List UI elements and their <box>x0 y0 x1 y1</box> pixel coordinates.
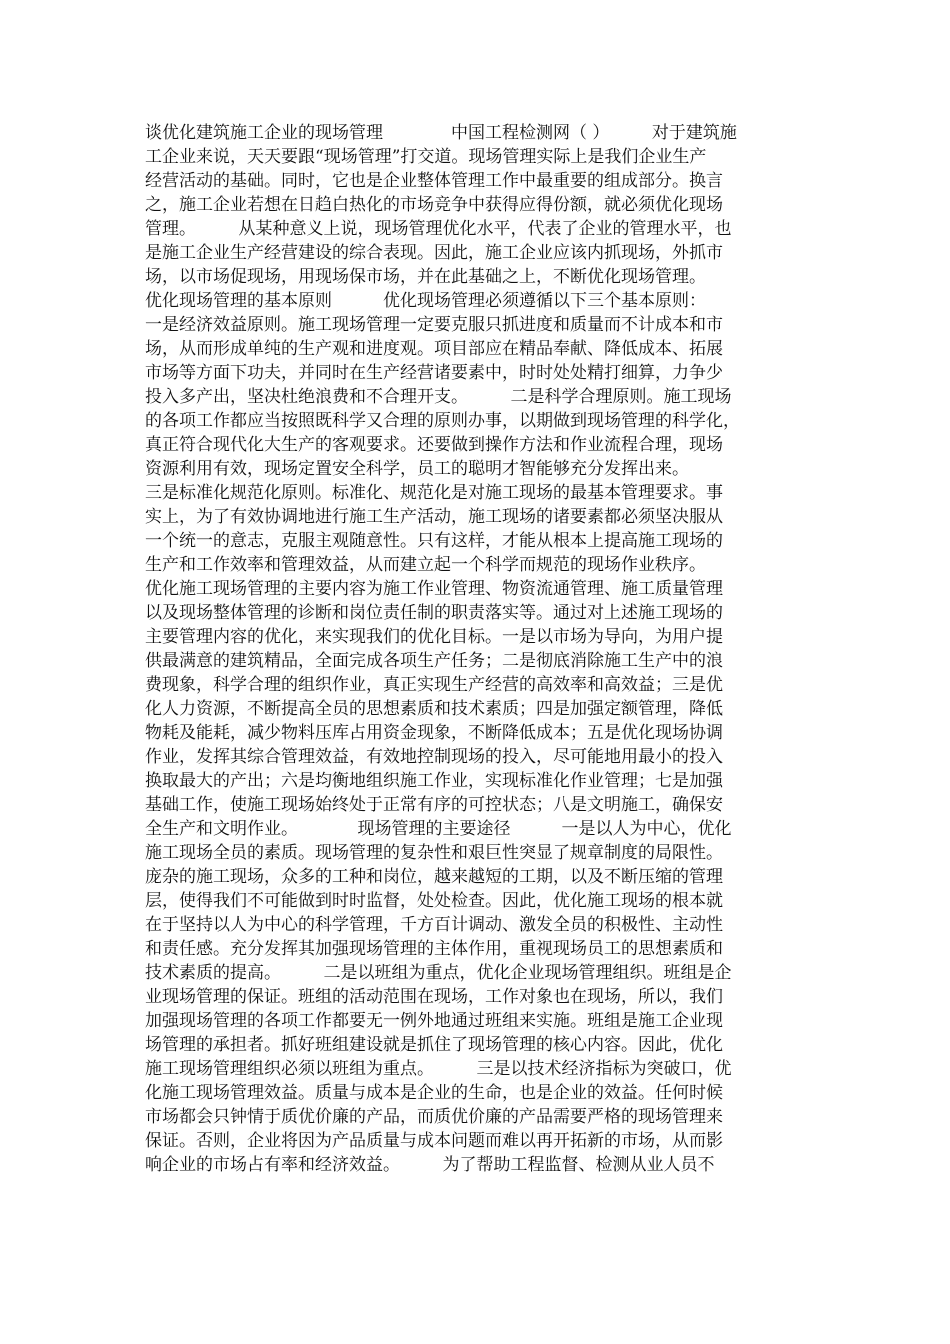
text-line: 层，使得我们不可能做到时时监督，处处检查。因此，优化施工现场的根本就 <box>145 891 723 911</box>
text-line: 真正符合现代化大生产的客观要求。还要做到操作方法和作业流程合理，现场 <box>145 435 723 455</box>
text-line: 响企业的市场占有率和经济效益。 为了帮助工程监督、检测从业人员不 <box>145 1155 715 1175</box>
text-line: 在于坚持以人为中心的科学管理，千方百计调动、激发全员的积极性、主动性 <box>145 915 723 935</box>
text-line: 投入多产出，坚决杜绝浪费和不合理开支。 二是科学合理原则。施工现场 <box>145 387 732 407</box>
text-line: 市场等方面下功夫，并同时在生产经营诸要素中，时时处处精打细算，力争少 <box>145 363 723 383</box>
text-line: 工企业来说，天天要跟“现场管理”打交道。现场管理实际上是我们企业生产 <box>145 147 707 167</box>
text-line: 场，以市场促现场，用现场保市场，并在此基础之上，不断优化现场管理。 <box>145 267 706 287</box>
text-line: 资源利用有效，现场定置安全科学，员工的聪明才智能够充分发挥出来。 <box>145 459 689 479</box>
text-line: 以及现场整体管理的诊断和岗位责任制的职责落实等。通过对上述施工现场的 <box>145 603 723 623</box>
text-line: 管理。 从某种意义上说，现场管理优化水平，代表了企业的管理水平，也 <box>145 219 732 239</box>
text-line: 市场都会只钟情于质优价廉的产品，而质优价廉的产品需要严格的现场管理来 <box>145 1107 723 1127</box>
article-body <box>145 121 820 1177</box>
text-line: 物耗及能耗，减少物料压库占用资金现象，不断降低成本；五是优化现场协调 <box>145 723 723 743</box>
text-line: 一是经济效益原则。施工现场管理一定要克服只抓进度和质量而不计成本和市 <box>145 315 723 335</box>
text-line: 一个统一的意志，克服主观随意性。只有这样，才能从根本上提高施工现场的 <box>145 531 723 551</box>
text-line: 经营活动的基础。同时，它也是企业整体管理工作中最重要的组成部分。换言 <box>145 171 723 191</box>
text-line: 场，从而形成单纯的生产观和进度观。项目部应在精品奉献、降低成本、拓展 <box>145 339 723 359</box>
text-line: 谈优化建筑施工企业的现场管理 中国工程检测网（ ） 对于建筑施 <box>145 123 737 143</box>
text-line: 全生产和文明作业。 现场管理的主要途径 一是以人为中心，优化 <box>145 819 732 839</box>
text-line: 保证。否则，企业将因为产品质量与成本问题而难以再开拓新的市场，从而影 <box>145 1131 723 1151</box>
text-line: 场管理的承担者。抓好班组建设就是抓住了现场管理的核心内容。因此，优化 <box>145 1035 723 1055</box>
text-line: 化人力资源，不断提高全员的思想素质和技术素质；四是加强定额管理，降低 <box>145 699 723 719</box>
text-line: 费现象，科学合理的组织作业，真正实现生产经营的高效率和高效益；三是优 <box>145 675 723 695</box>
text-line: 生产和工作效率和管理效益，从而建立起一个科学而规范的现场作业秩序。 <box>145 555 706 575</box>
text-line: 业现场管理的保证。班组的活动范围在现场，工作对象也在现场，所以，我们 <box>145 987 723 1007</box>
text-line: 换取最大的产出；六是均衡地组织施工作业，实现标准化作业管理；七是加强 <box>145 771 723 791</box>
text-line: 和责任感。充分发挥其加强现场管理的主体作用，重视现场员工的思想素质和 <box>145 939 723 959</box>
text-line: 基础工作，使施工现场始终处于正常有序的可控状态；八是文明施工，确保安 <box>145 795 723 815</box>
text-line: 庞杂的施工现场，众多的工种和岗位，越来越短的工期，以及不断压缩的管理 <box>145 867 723 887</box>
text-line: 技术素质的提高。 二是以班组为重点，优化企业现场管理组织。班组是企 <box>145 963 732 983</box>
text-line: 优化现场管理的基本原则 优化现场管理必须遵循以下三个基本原则： <box>145 291 706 311</box>
text-line: 实上，为了有效协调地进行施工生产活动，施工现场的诸要素都必须坚决服从 <box>145 507 723 527</box>
text-line: 是施工企业生产经营建设的综合表现。因此，施工企业应该内抓现场，外抓市 <box>145 243 723 263</box>
text-line: 之，施工企业若想在日趋白热化的市场竞争中获得应得份额，就必须优化现场 <box>145 195 723 215</box>
text-line: 施工现场全员的素质。现场管理的复杂性和艰巨性突显了规章制度的局限性。 <box>145 843 723 863</box>
text-line: 施工现场管理组织必须以班组为重点。 三是以技术经济指标为突破口，优 <box>145 1059 732 1079</box>
text-line: 的各项工作都应当按照既科学又合理的原则办事，以期做到现场管理的科学化， <box>145 411 740 431</box>
text-line: 主要管理内容的优化，来实现我们的优化目标。一是以市场为导向，为用户提 <box>145 627 723 647</box>
text-line: 作业，发挥其综合管理效益，有效地控制现场的投入，尽可能地用最小的投入 <box>145 747 723 767</box>
text-line: 供最满意的建筑精品，全面完成各项生产任务；二是彻底消除施工生产中的浪 <box>145 651 723 671</box>
text-line: 加强现场管理的各项工作都要无一例外地通过班组来实施。班组是施工企业现 <box>145 1011 723 1031</box>
text-line: 三是标准化规范化原则。标准化、规范化是对施工现场的最基本管理要求。事 <box>145 483 723 503</box>
text-line: 化施工现场管理效益。质量与成本是企业的生命，也是企业的效益。任何时候 <box>145 1083 723 1103</box>
text-line: 优化施工现场管理的主要内容为施工作业管理、物资流通管理、施工质量管理 <box>145 579 723 599</box>
